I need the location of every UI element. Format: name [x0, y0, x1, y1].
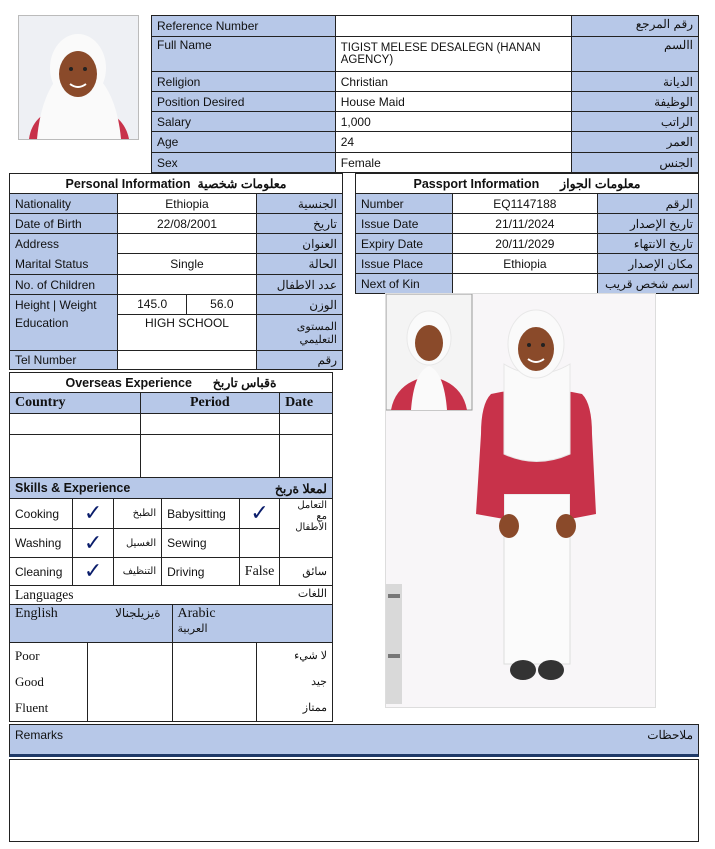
overseas-row: [10, 435, 333, 478]
full-name-ar: االسم: [572, 37, 699, 72]
overseas-table: [9, 372, 333, 478]
position-value: House Maid: [335, 92, 571, 112]
weight-value: 56.0: [210, 297, 234, 311]
salary-value: 1,000: [335, 112, 571, 132]
education-label: Education: [10, 315, 118, 351]
passport-info-table: [355, 173, 699, 294]
reference-number-value: [335, 16, 571, 37]
salary-label: Salary: [152, 112, 336, 132]
overseas-title-ar: ةقباس تاربخ: [212, 376, 277, 390]
language-english-ar: ةيزيلجنالا: [115, 606, 161, 620]
expiry-date-label: Expiry Date: [356, 234, 453, 254]
skill-driving-label: Driving: [162, 558, 240, 586]
height-weight-label: Height | Weight: [10, 295, 118, 315]
skills-title: Skills & Experience: [15, 480, 131, 495]
issue-date-label: Issue Date: [356, 214, 453, 234]
marital-label: Marital Status: [10, 254, 118, 275]
header-row-fullname: [152, 37, 699, 72]
religion-label: Religion: [152, 72, 336, 92]
passport-number-label: Number: [356, 194, 453, 214]
children-label: No. of Children: [10, 275, 118, 295]
age-ar: العمر: [572, 132, 699, 153]
skill-babysitting-ar: التعامل مع الأطفال: [280, 499, 333, 558]
position-ar: الوظيفة: [572, 92, 699, 112]
skill-sewing-check: [239, 529, 280, 558]
language-english-label: English: [15, 606, 58, 621]
nationality-label: Nationality: [10, 194, 118, 214]
skill-washing-label: Washing: [10, 529, 73, 558]
next-of-kin-ar: اسم شخص قريب: [598, 274, 699, 294]
sex-ar: الجنس: [572, 153, 699, 173]
salary-ar: الراتب: [572, 112, 699, 132]
language-arabic: [172, 605, 333, 643]
sex-value: Female: [335, 153, 571, 173]
skills-header: [10, 478, 333, 499]
language-arabic-ar: العربية: [177, 622, 208, 635]
overseas-col-date: Date: [280, 393, 333, 414]
address-value: [117, 234, 256, 254]
skill-cleaning-label: Cleaning: [10, 558, 73, 586]
languages-title: Languages: [15, 587, 74, 602]
education-value: HIGH SCHOOL: [117, 315, 256, 351]
overseas-row: [10, 414, 333, 435]
skills-table: [9, 477, 333, 586]
language-arabic-label: Arabic: [177, 606, 216, 621]
nationality-ar: الجنسية: [257, 194, 343, 214]
dob-value: 22/08/2001: [117, 214, 256, 234]
level-good-label: Good: [10, 669, 88, 695]
level-poor-label: Poor: [10, 643, 88, 669]
personal-info-table: [9, 173, 343, 370]
skill-washing-check: ✓: [72, 529, 113, 558]
english-level-cell: [87, 643, 172, 722]
passport-info-header: [356, 174, 699, 194]
header-table: [151, 15, 699, 173]
sex-label: Sex: [152, 153, 336, 173]
skill-sewing-label: Sewing: [162, 529, 240, 558]
personal-info-header: [10, 174, 343, 194]
remarks-box[interactable]: [9, 759, 699, 842]
skill-cooking-check: ✓: [72, 499, 113, 529]
next-of-kin-value: [452, 274, 597, 294]
issue-place-ar: مكان الإصدار: [598, 254, 699, 274]
personal-info-title-ar: معلومات شخصية: [197, 177, 287, 191]
religion-value: Christian: [335, 72, 571, 92]
full-body-photo: [385, 293, 656, 708]
level-fluent-label: Fluent: [10, 695, 88, 722]
children-ar: عدد الاطفال: [257, 275, 343, 295]
expiry-date-ar: تاريخ الانتهاء: [598, 234, 699, 254]
skill-cooking-label: Cooking: [10, 499, 73, 529]
full-name-value: TIGIST MELESE DESALEGN (HANAN AGENCY): [335, 37, 571, 72]
skill-babysitting-check: ✓: [239, 499, 280, 529]
education-ar: المستوى التعليمي: [257, 315, 343, 351]
expiry-date-value: 20/11/2029: [452, 234, 597, 254]
issue-date-ar: تاريخ الإصدار: [598, 214, 699, 234]
full-name-label: Full Name: [152, 37, 336, 72]
skills-title-ar: لمعلا ةربخ: [274, 481, 327, 496]
dob-label: Date of Birth: [10, 214, 118, 234]
skill-cleaning-check: ✓: [72, 558, 113, 586]
dob-ar: تاريخ: [257, 214, 343, 234]
level-poor-ar: لا شيء: [257, 643, 333, 669]
remarks-ar: ملاحظات: [647, 728, 693, 742]
level-fluent-ar: ممتاز: [257, 695, 333, 722]
children-value: [117, 275, 256, 295]
passport-info-title: Passport Information: [413, 177, 540, 191]
languages-title-ar: اللغات: [297, 587, 327, 600]
skill-washing-ar: الغسيل: [114, 529, 162, 558]
portrait-photo: [18, 15, 139, 140]
age-value: 24: [335, 132, 571, 153]
passport-info-title-ar: معلومات الجواز: [560, 177, 641, 191]
reference-number-ar: رقم المرجع: [572, 16, 699, 37]
skill-driving-value: False: [239, 558, 280, 586]
overseas-col-country: Country: [10, 393, 141, 414]
skill-cooking-ar: الطبخ: [114, 499, 162, 529]
overseas-col-period: Period: [140, 393, 279, 414]
arabic-level-cell: [172, 643, 257, 722]
height-value: 145.0: [118, 295, 188, 314]
tel-label: Tel Number: [10, 351, 118, 370]
language-english: [10, 605, 173, 643]
tel-ar: رقم: [257, 351, 343, 370]
passport-number-value: EQ1147188: [452, 194, 597, 214]
issue-place-value: Ethiopia: [452, 254, 597, 274]
address-ar: العنوان: [257, 234, 343, 254]
nationality-value: Ethiopia: [117, 194, 256, 214]
age-label: Age: [152, 132, 336, 153]
address-label: Address: [10, 234, 118, 254]
languages-header: [10, 586, 333, 605]
religion-ar: الديانة: [572, 72, 699, 92]
issue-date-value: 21/11/2024: [452, 214, 597, 234]
remarks-header: [9, 724, 699, 757]
skill-driving-ar: سائق: [280, 558, 333, 586]
header-row-reference: [152, 16, 699, 37]
reference-number-label: Reference Number: [152, 16, 336, 37]
languages-table: [9, 585, 333, 722]
passport-number-ar: الرقم: [598, 194, 699, 214]
skill-cleaning-ar: التنظيف: [114, 558, 162, 586]
skill-babysitting-label: Babysitting: [162, 499, 240, 529]
tel-value: [117, 351, 256, 370]
issue-place-label: Issue Place: [356, 254, 453, 274]
personal-info-title: Personal Information: [65, 177, 191, 191]
marital-value: Single: [117, 254, 256, 275]
marital-ar: الحالة: [257, 254, 343, 275]
position-label: Position Desired: [152, 92, 336, 112]
overseas-header: [10, 373, 333, 393]
level-good-ar: جيد: [257, 669, 333, 695]
remarks-label: Remarks: [15, 728, 64, 742]
height-weight-ar: الوزن: [257, 295, 343, 315]
overseas-title: Overseas Experience: [65, 376, 192, 390]
next-of-kin-label: Next of Kin: [356, 274, 453, 294]
